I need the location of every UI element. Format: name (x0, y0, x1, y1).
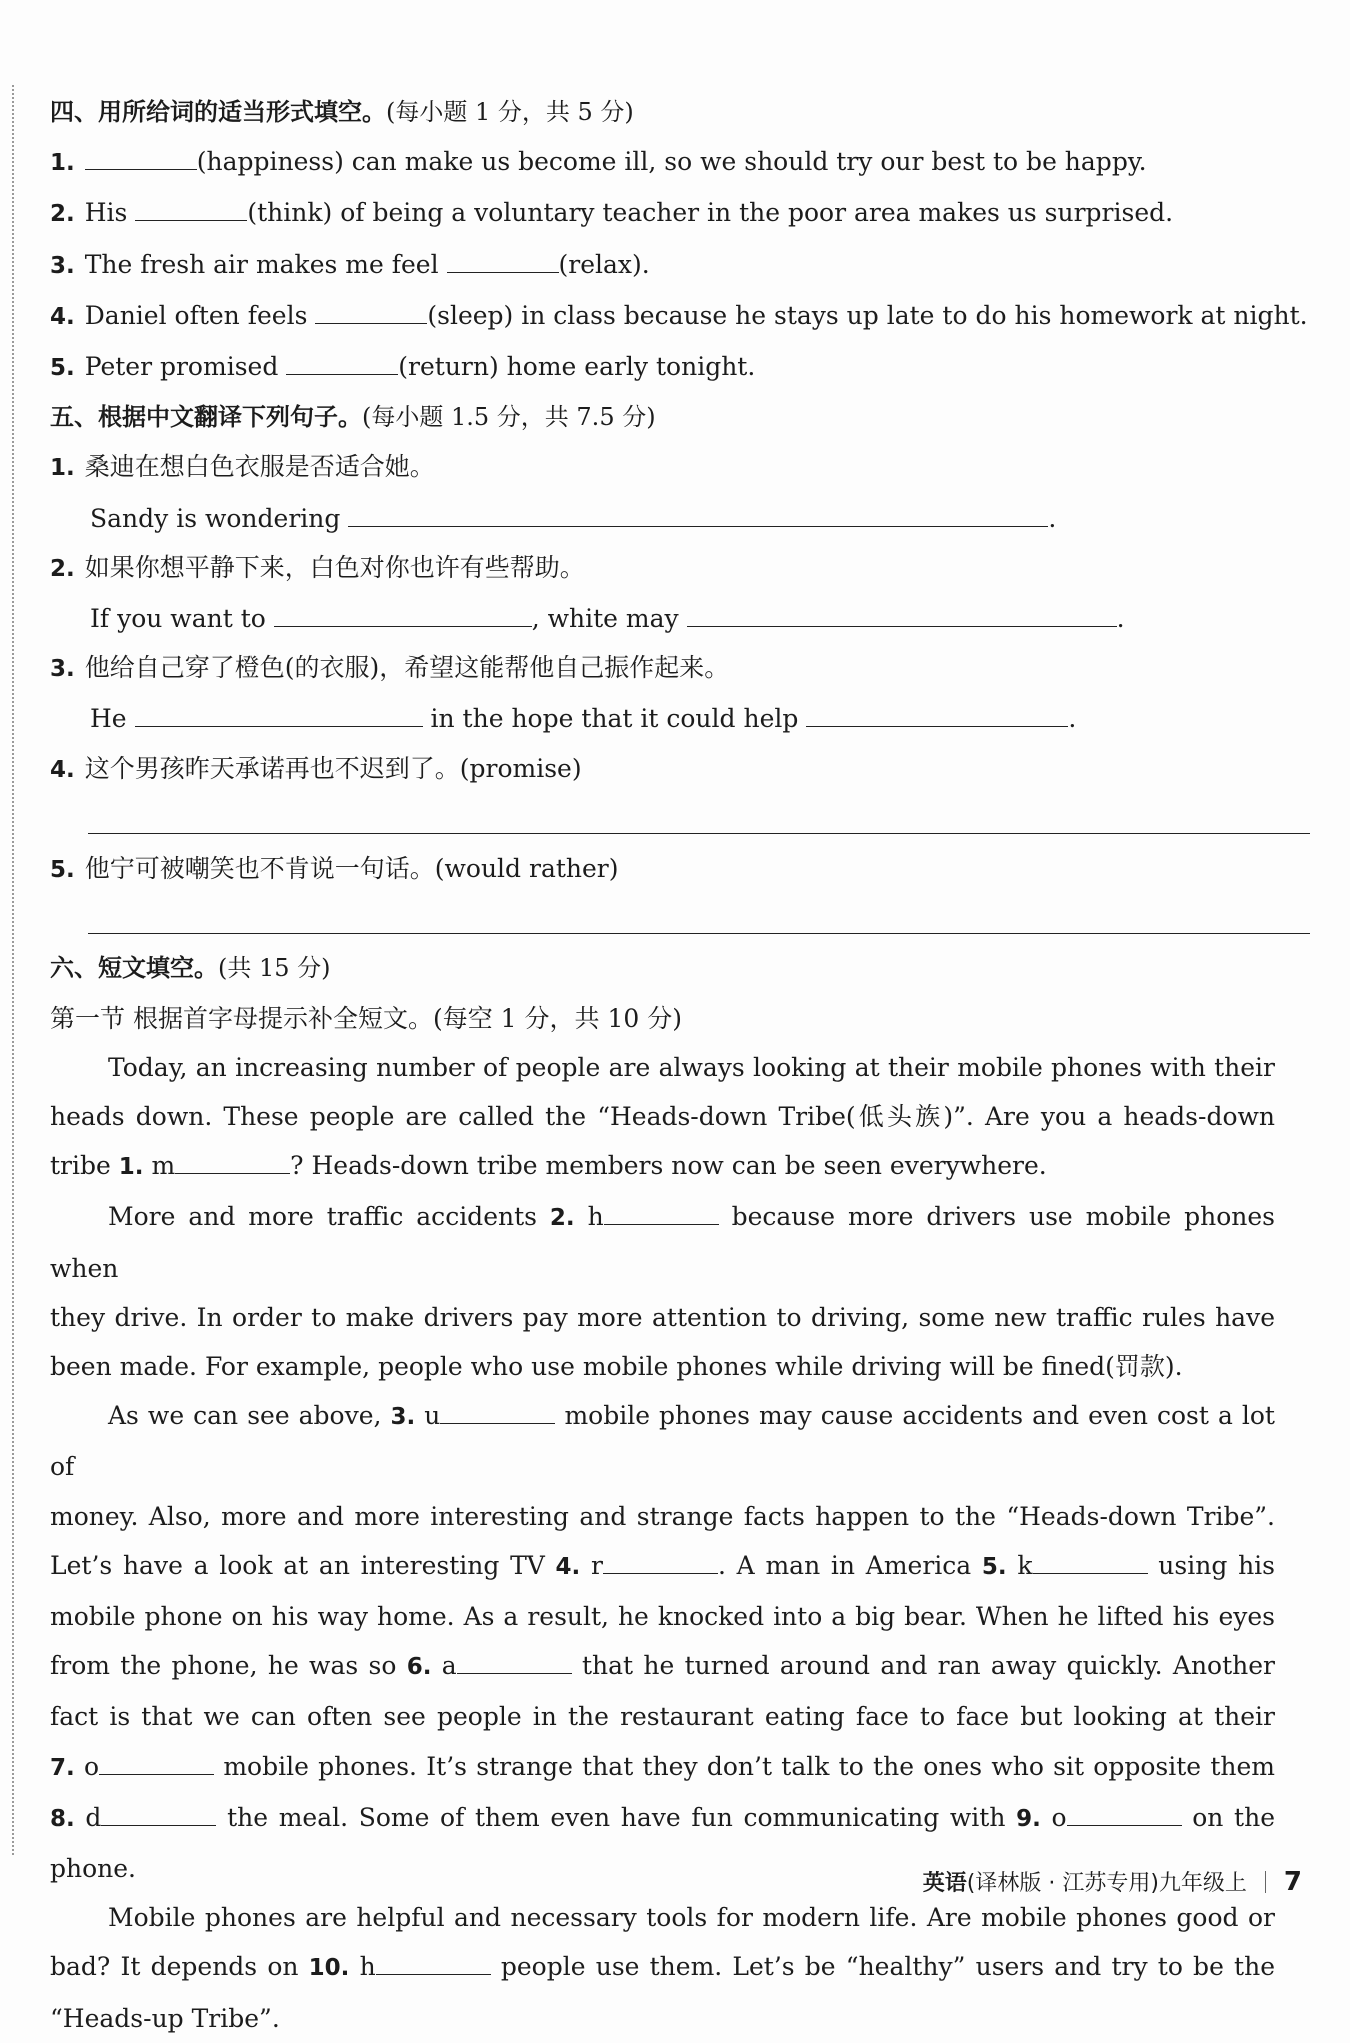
item-number: 1. (50, 455, 75, 482)
answer-blank[interactable] (348, 496, 1048, 527)
text-run: mobile phones may cause accidents and even cost a lot of (50, 1401, 1275, 1482)
answer-blank[interactable] (274, 596, 532, 627)
blank-number: 10. (308, 1955, 350, 1982)
initial-letter: k (1006, 1550, 1033, 1580)
initial-letter: d (74, 1802, 102, 1832)
item-text: His (84, 198, 128, 228)
item-number: 2. (50, 201, 75, 228)
text-run: from the phone, he was so (50, 1651, 407, 1681)
initial-letter: o (74, 1751, 100, 1781)
item-text: . (1048, 503, 1057, 533)
passage-line: heads down. These people are called the “Heads-down Tribe(低头族)”. Are you a heads-down (50, 1102, 1275, 1132)
section5-note: (每小题 1.5 分，共 7.5 分) (362, 403, 656, 432)
section5-heading (50, 393, 1275, 442)
answer-blank[interactable] (135, 190, 247, 221)
passage-line: Mobile phones are helpful and necessary tools for modern life. Are mobile phones good or (108, 1903, 1275, 1933)
text-run: As we can see above, (108, 1401, 391, 1431)
passage-line: fact is that we can often see people in the restaurant eating face to face but looking at their (50, 1702, 1275, 1732)
page-footer (923, 1866, 1302, 1897)
item-text: (happiness) can make us become ill, so we should try our best to be happy. (196, 147, 1147, 177)
answer-blank[interactable] (135, 696, 423, 727)
blank-number: 9. (1016, 1805, 1041, 1832)
section6-subtitle: 第一节 根据首字母提示补全短文。(每空 1 分，共 10 分) (50, 1003, 682, 1033)
passage-line (50, 1742, 1275, 1793)
s5-item-2-en (50, 594, 1275, 643)
answer-blank[interactable] (175, 1143, 290, 1174)
item-number: 4. (50, 303, 75, 330)
answer-blank[interactable] (603, 1543, 718, 1574)
section4-note: (每小题 1 分，共 5 分) (386, 98, 634, 126)
text-run: mobile phones. It’s strange that they don’t talk to the ones who sit opposite them (214, 1751, 1275, 1781)
s5-item-1-cn (50, 442, 1275, 493)
chinese-sentence: 桑迪在想白色衣服是否适合她。 (84, 452, 435, 482)
text-run: because more drivers use mobile phones when (50, 1202, 1275, 1283)
text-run: using his (1147, 1550, 1275, 1580)
item-number: 2. (50, 555, 75, 582)
answer-blank[interactable] (440, 1393, 555, 1424)
answer-blank[interactable] (457, 1643, 572, 1674)
s5-item-5-answer (50, 895, 1275, 944)
s4-item-4 (50, 291, 1308, 342)
s4-item-1 (50, 137, 1275, 188)
content (50, 88, 1308, 2043)
item-number: 4. (50, 756, 75, 783)
item-text: He (90, 704, 127, 734)
item-number: 3. (50, 252, 75, 279)
text-run: on the phone. (50, 1802, 1275, 1884)
answer-blank[interactable] (806, 696, 1068, 727)
item-number: 3. (50, 656, 75, 683)
footer-divider (1265, 1871, 1266, 1893)
item-text: . (1116, 604, 1125, 634)
blank-number: 2. (549, 1205, 575, 1232)
text-run: Let’s have a look at an interesting TV (50, 1550, 556, 1580)
s5-item-4-answer (50, 795, 1275, 844)
text-run: . A man in America (718, 1550, 982, 1580)
answer-blank[interactable] (101, 1795, 216, 1826)
item-text: (relax). (558, 249, 650, 279)
blank-number: 5. (981, 1553, 1007, 1580)
passage-line (50, 1541, 1275, 1592)
initial-letter: a (431, 1651, 457, 1681)
blank-number: 3. (390, 1404, 416, 1431)
item-text: If you want to (90, 604, 266, 634)
answer-blank[interactable] (286, 344, 398, 375)
page-number: 7 (1283, 1866, 1302, 1897)
answer-line[interactable] (88, 895, 1310, 934)
blank-number: 7. (50, 1754, 75, 1781)
section6-note: (共 15 分) (218, 954, 331, 983)
chinese-sentence: 这个男孩昨天承诺再也不迟到了。(promise) (84, 753, 582, 783)
initial-letter: m (143, 1151, 176, 1181)
section4-heading (50, 88, 1275, 137)
chinese-sentence: 他给自己穿了橙色(的衣服)，希望这能帮他自己振作起来。 (84, 653, 730, 683)
answer-blank[interactable] (1067, 1795, 1182, 1826)
answer-blank[interactable] (99, 1744, 214, 1775)
item-text: (sleep) in class because he stays up late to do his homework at night. (427, 300, 1308, 330)
chinese-sentence: 他宁可被嘲笑也不肯说一句话。(would rather) (84, 854, 619, 884)
answer-blank[interactable] (85, 139, 197, 170)
passage-line (50, 1942, 1275, 1993)
passage-line: mobile phone on his way home. As a result, he knocked into a big bear. When he lifted his eyes (50, 1602, 1275, 1632)
blank-number: 1. (118, 1154, 144, 1181)
section6-heading (50, 944, 1275, 993)
s4-item-2 (50, 188, 1275, 239)
text-run: tribe (50, 1151, 119, 1181)
passage-line (50, 1641, 1275, 1692)
text-run: More and more traffic accidents (108, 1202, 550, 1232)
text-run: that he turned around and ran away quickly. Another (571, 1651, 1275, 1681)
text-run: ? Heads-down tribe members now can be seen everywhere. (290, 1151, 1047, 1181)
s4-item-5 (50, 342, 1275, 393)
answer-blank[interactable] (315, 293, 427, 324)
initial-letter: h (574, 1202, 604, 1232)
initial-letter: r (580, 1550, 603, 1580)
item-number: 5. (50, 857, 75, 884)
s4-item-3 (50, 240, 1275, 291)
s5-item-3-en (50, 694, 1275, 743)
item-text: . (1068, 704, 1077, 734)
answer-blank[interactable] (376, 1944, 491, 1975)
initial-letter: h (349, 1952, 376, 1982)
book-subject: 英语 (922, 1871, 967, 1896)
text-run: bad? It depends on (50, 1952, 309, 1982)
passage-line: they drive. In order to make drivers pay more attention to driving, some new traffic rules have (50, 1302, 1275, 1332)
item-number: 1. (50, 150, 75, 177)
blank-number: 6. (406, 1654, 432, 1681)
initial-letter: u (415, 1401, 441, 1431)
answer-blank[interactable] (687, 596, 1117, 627)
text-run: people use them. Let’s be “healthy” users and try to be the (490, 1952, 1275, 1982)
passage-line: been made. For example, people who use mobile phones while driving will be fined(罚款). (50, 1352, 1183, 1382)
answer-blank[interactable] (1033, 1543, 1148, 1574)
chinese-sentence: 如果你想平静下来，白色对你也许有些帮助。 (84, 552, 585, 582)
item-text: (think) of being a voluntary teacher in the poor area makes us surprised. (247, 198, 1174, 228)
passage-line (50, 1391, 1275, 1491)
section6-title: 六、短文填空。 (50, 954, 218, 983)
section4-title: 四、用所给词的适当形式填空。 (50, 98, 386, 126)
item-text: (return) home early tonight. (398, 352, 756, 382)
passage-line (50, 1192, 1275, 1292)
answer-line[interactable] (88, 795, 1310, 834)
item-text: in the hope that it could help (430, 704, 799, 734)
book-title (923, 1866, 1247, 1897)
passage-line (50, 1141, 1275, 1192)
s5-item-5-cn (50, 844, 1275, 895)
answer-blank[interactable] (447, 242, 559, 273)
binding-margin-line (12, 85, 14, 1855)
text-run: the meal. Some of them even have fun communicating with (216, 1802, 1017, 1832)
blank-number: 4. (555, 1553, 581, 1580)
book-edition: (译林版 · 江苏专用)九年级上 (966, 1871, 1247, 1896)
blank-number: 8. (50, 1805, 75, 1832)
s5-item-4-cn (50, 744, 1275, 795)
item-text: , white may (531, 604, 679, 634)
item-text: Peter promised (84, 352, 279, 382)
passage-line: Today, an increasing number of people are always looking at their mobile phones with their (108, 1052, 1275, 1082)
item-number: 5. (50, 355, 75, 382)
initial-letter: o (1040, 1802, 1067, 1832)
answer-blank[interactable] (604, 1194, 719, 1225)
passage-line: “Heads-up Tribe”. (50, 2003, 280, 2033)
item-text: Daniel often feels (84, 300, 308, 330)
section5-title: 五、根据中文翻译下列句子。 (50, 403, 362, 432)
s5-item-2-cn (50, 543, 1275, 594)
passage-line: money. Also, more and more interesting and strange facts happen to the “Heads-down Tribe”. (50, 1501, 1275, 1531)
s5-item-3-cn (50, 643, 1275, 694)
s5-item-1-en (50, 494, 1275, 543)
item-text: Sandy is wondering (90, 503, 341, 533)
item-text: The fresh air makes me feel (84, 249, 439, 279)
